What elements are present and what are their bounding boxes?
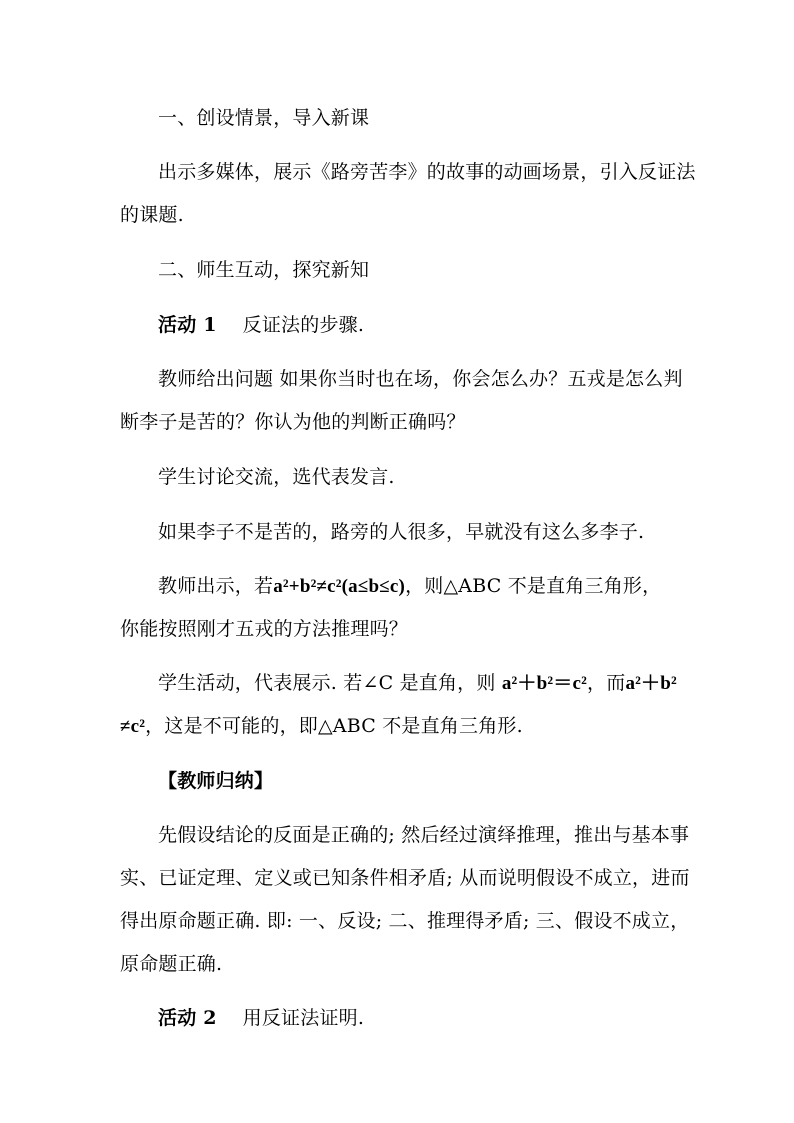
section2-heading: 二、师生互动，探究新知 <box>158 259 370 281</box>
teacher-question-line1: 教师给出问题 如果你当时也在场，你会怎么办？五戎是怎么判 <box>158 368 683 390</box>
student-activity-math1: a²＋b²＝c² <box>501 673 588 694</box>
activity1-label: 活动 1 <box>158 314 217 336</box>
summary-heading: 【教师归纳】 <box>158 770 274 792</box>
teacher-show-prefix: 教师出示，若 <box>158 575 274 597</box>
teacher-show-suffix: ，则△ABC 不是直角三角形， <box>405 575 662 597</box>
teacher-question-line2: 断李子是苦的？你认为他的判断正确吗？ <box>120 411 466 433</box>
section1-paragraph-line1: 出示多媒体，展示《路旁苦李》的故事的动画场景，引入反证法 <box>158 161 696 183</box>
students-discuss-paragraph: 学生讨论交流，选代表发言. <box>158 466 395 488</box>
teacher-show-line2: 你能按照刚才五戎的方法推理吗？ <box>120 618 409 640</box>
teacher-show-line1 <box>158 574 661 599</box>
student-activity-prefix: 学生活动，代表展示. 若∠C 是直角，则 <box>158 672 496 694</box>
activity2-label: 活动 2 <box>158 1007 217 1029</box>
section1-heading: 一、创设情景，导入新课 <box>158 107 370 129</box>
activity2-text: 用反证法证明. <box>242 1007 365 1029</box>
student-activity-line2 <box>120 714 523 739</box>
summary-line1: 先假设结论的反面是正确的; 然后经过演绎推理，推出与基本事 <box>158 824 690 846</box>
student-activity-line2-text: ，这是不可能的，即△ABC 不是直角三角形. <box>145 715 523 737</box>
activity1-line <box>158 313 364 337</box>
student-activity-mid: ，而 <box>587 672 626 694</box>
teacher-show-math: a²+b²≠c²(a≤b≤c) <box>273 576 406 597</box>
student-activity-line2-math: ≠c² <box>120 716 146 737</box>
if-not-bitter-paragraph: 如果李子不是苦的，路旁的人很多，早就没有这么多李子. <box>158 521 645 543</box>
activity1-text: 反证法的步骤. <box>242 314 365 336</box>
summary-line2: 实、已证定理、定义或已知条件相矛盾; 从而说明假设不成立，进而 <box>120 867 690 889</box>
summary-line3: 得出原命题正确. 即: 一、反设; 二、推理得矛盾; 三、假设不成立， <box>120 910 690 932</box>
section1-paragraph-line2: 的课题. <box>120 204 184 226</box>
summary-line4: 原命题正确. <box>120 953 223 975</box>
activity2-line <box>158 1006 364 1030</box>
student-activity-math2: a²＋b² <box>625 673 677 694</box>
student-activity-line1 <box>158 671 677 696</box>
